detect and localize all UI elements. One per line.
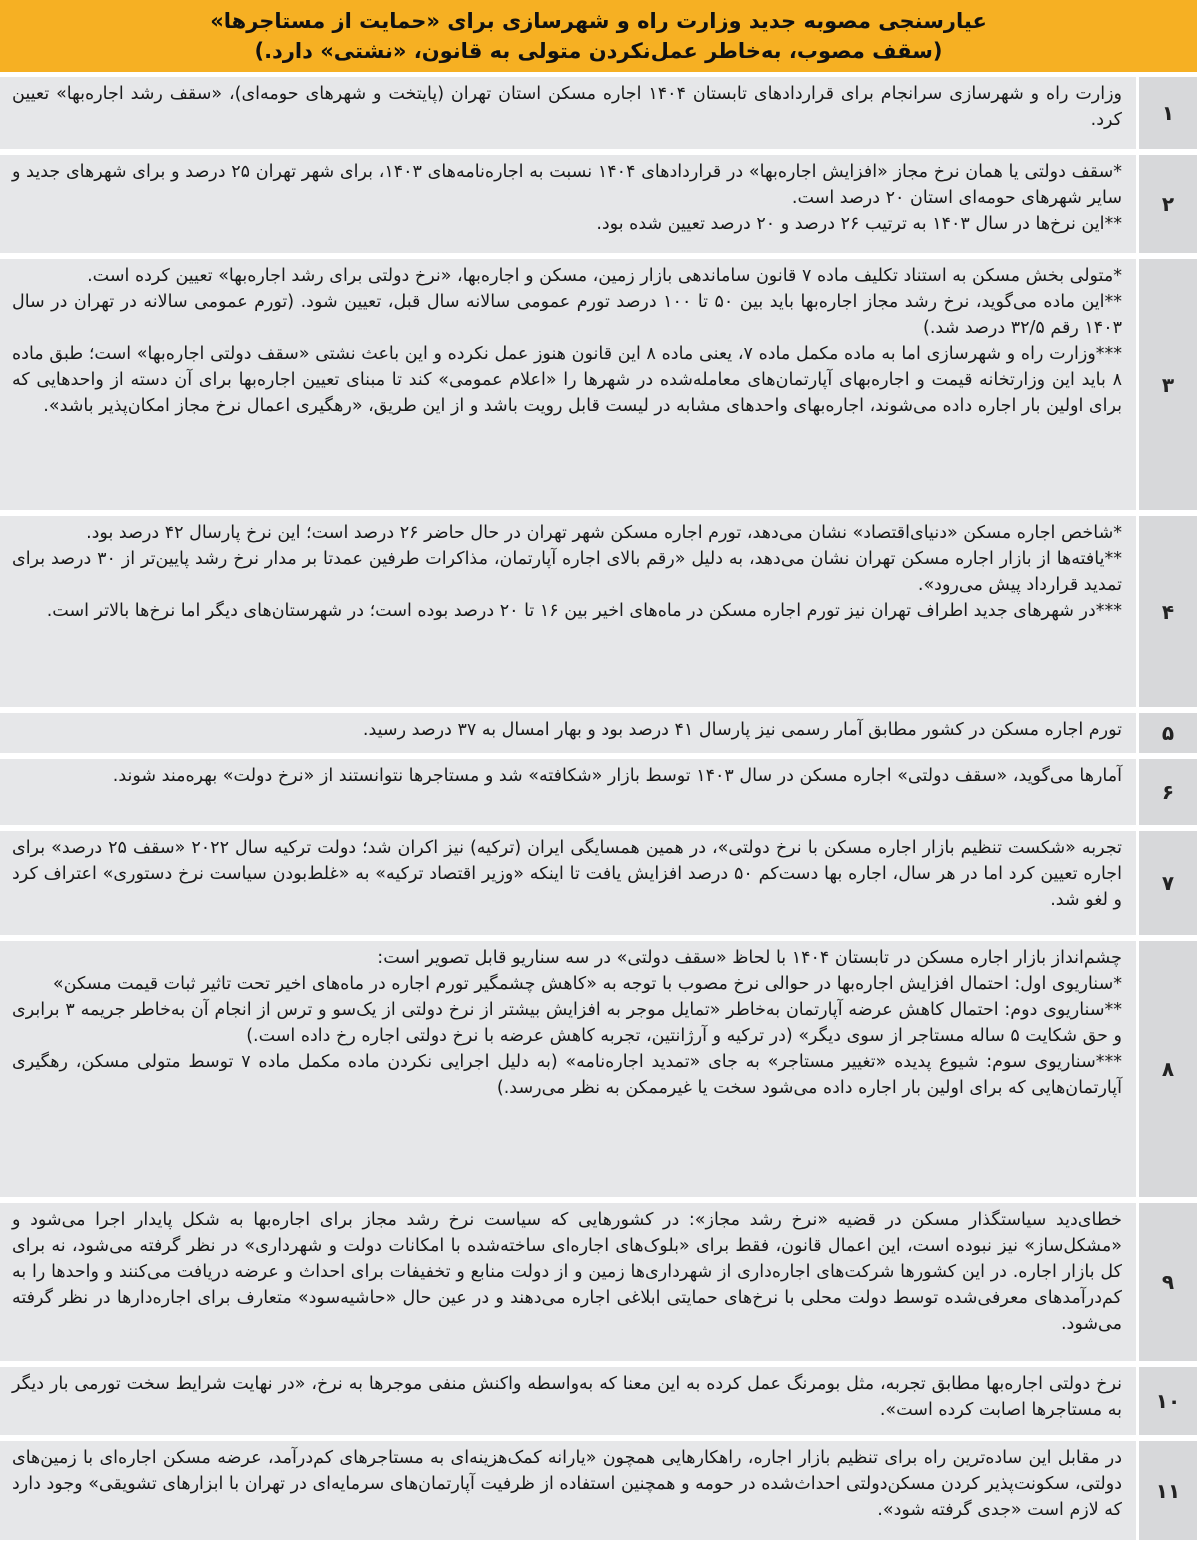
row-paragraph: خطای‌دید سیاستگذار مسکن در قضیه «نرخ رشد مجاز»: در کشورهایی که سیاست نرخ رشد مجاز برای اجاره‌بها به شکل پایدار اجرا می‌شود و «مشکل‌ساز» نیز نبوده است، این اعمال قانون، فقط برای «بلوک‌های اجاره‌ای ساخته‌شده با امکانات دولت و شهرداری» در نظر گرفته می‌شود، نه برای کل بازار اجاره. در این کشورها شرکت‌های اجاره‌داری از شهرداری‌ها زمین و از دولت منابع و تخفیفات برای احداث و عرضه دریافت می‌کنند و واحدها را به کم‌درآمدهای معرفی‌شده توسط دولت محلی با نرخ‌های حمایتی ابلاغی اجاره می‌دهند و در عین حال «حاشیه‌سود» متعارف برای اجاره‌دارها در نظر گرفته می‌شود. [12, 1210, 1122, 1334]
page-title [0, 0, 1197, 72]
row-text [0, 831, 1136, 935]
row-text [0, 259, 1136, 510]
row-number: ۴ [1139, 516, 1197, 707]
table-row [0, 713, 1197, 753]
row-text [0, 77, 1136, 149]
row-number: ۵ [1139, 713, 1197, 753]
row-paragraph: ***سناریوی سوم: شیوع پدیده «تغییر مستاجر» به جای «تمدید اجاره‌نامه» (به دلیل اجرایی نکردن ماده مکمل ماده ۷ توسط متولی مسکن، رهگیری آپارتمان‌هایی که برای اولین بار اجاره داده می‌شود سخت یا غیرممکن به نظر می‌رسد.) [12, 1052, 1122, 1098]
row-paragraph: ***در شهرهای جدید اطراف تهران نیز تورم اجاره مسکن در ماه‌های اخیر بین ۱۶ تا ۲۰ درصد بوده است؛ در شهرستان‌های دیگر اما نرخ‌ها بالاتر است. [46, 601, 1122, 621]
row-text [0, 155, 1136, 253]
row-paragraph: **یافته‌ها از بازار اجاره مسکن تهران نشان می‌دهد، به دلیل «رقم بالای اجاره آپارتمان، مذاکرات طرفین عمدتا بر مدار نرخ رشد پایین‌تر از ۳۰ درصد برای تمدید قرارداد پیش می‌رود». [12, 549, 1122, 595]
title-line-1: عیارسنجی مصوبه جدید وزارت راه و شهرسازی برای «حمایت از مستاجرها» [210, 9, 987, 33]
row-number: ۷ [1139, 831, 1197, 935]
table-row [0, 831, 1197, 935]
row-text [0, 1367, 1136, 1435]
row-number: ۱ [1139, 77, 1197, 149]
row-paragraph: *سقف دولتی یا همان نرخ مجاز «افزایش اجاره‌بها» در قراردادهای ۱۴۰۴ نسبت به اجاره‌نامه‌های ۱۴۰۳، برای شهر تهران ۲۵ درصد و برای شهرهای جدید و سایر شهرهای حومه‌ای استان ۲۰ درصد است. [12, 162, 1122, 208]
row-paragraph: وزارت راه و شهرسازی سرانجام برای قراردادهای تابستان ۱۴۰۴ اجاره مسکن استان تهران (پایتخت و شهرهای حومه‌ای)، «سقف رشد اجاره‌بها» تعیین کرد. [12, 84, 1123, 130]
table-row [0, 941, 1197, 1197]
row-number: ۸ [1139, 941, 1197, 1197]
table-row [0, 155, 1197, 253]
row-paragraph: تورم اجاره مسکن در کشور مطابق آمار رسمی نیز پارسال ۴۱ درصد بود و بهار امسال به ۳۷ درصد رسید. [362, 720, 1122, 740]
row-number: ۱۰ [1139, 1367, 1197, 1435]
row-number: ۹ [1139, 1203, 1197, 1361]
row-paragraph: **سناریوی دوم: احتمال کاهش عرضه آپارتمان به‌خاطر «تمایل موجر به افزایش بیشتر از نرخ دولتی از یک‌سو و ترس از انجام آن به‌خاطر جریمه ۳ برابری و حق شکایت ۵ ساله مستاجر از سوی دیگر» (در ترکیه و آرژانتین، تجربه کاهش عرضه با نرخ دولتی اجاره رخ داده است.) [12, 1000, 1122, 1046]
table-row [0, 1367, 1197, 1435]
row-paragraph: **این ماده می‌گوید، نرخ رشد مجاز اجاره‌بها باید بین ۵۰ تا ۱۰۰ درصد تورم عمومی سالانه سال قبل، تعیین شود. (تورم عمومی سالانه در تهران در سال ۱۴۰۳ رقم ۳۲/۵ درصد شد.) [12, 292, 1123, 338]
row-number: ۳ [1139, 259, 1197, 510]
row-paragraph: نرخ دولتی اجاره‌بها مطابق تجربه، مثل بومرنگ عمل کرده به این معنا که به‌واسطه واکنش منفی موجرها به نرخ، «در نهایت شرایط سخت تورمی بار دیگر به مستاجرها اصابت کرده است». [12, 1374, 1122, 1420]
row-paragraph: ***وزارت راه و شهرسازی اما به ماده مکمل ماده ۷، یعنی ماده ۸ این قانون هنوز عمل نکرده و این باعث نشتی «سقف دولتی اجاره‌بها» است؛ طبق ماده ۸ باید این وزارتخانه قیمت و اجاره‌بهای آپارتمان‌های معامله‌شده در شهرها را «اعلام عمومی» کند تا مبنای تعیین اجاره‌بها برای آن دسته از واحدهایی که برای اولین بار اجاره داده می‌شوند، اجاره‌بهای واحدهای مشابه در لیست قابل رویت باشد و از این طریق، «رهگیری اعمال نرخ مجاز امکان‌پذیر باشد». [12, 344, 1123, 416]
table-row [0, 259, 1197, 510]
title-line-2: (سقف مصوب، به‌خاطر عمل‌نکردن متولی به قانون، «نشتی» دارد.) [254, 39, 943, 63]
table-row [0, 77, 1197, 149]
row-text [0, 1441, 1136, 1540]
row-text [0, 1203, 1136, 1361]
row-paragraph: *شاخص اجاره مسکن «دنیای‌اقتصاد» نشان می‌دهد، تورم اجاره مسکن شهر تهران در حال حاضر ۲۶ درصد است؛ این نرخ پارسال ۴۲ درصد بود. [86, 523, 1122, 543]
row-text [0, 713, 1136, 753]
row-paragraph: چشم‌انداز بازار اجاره مسکن در تابستان ۱۴۰۴ با لحاظ «سقف دولتی» در سه سناریو قابل تصویر است: [377, 948, 1122, 968]
row-paragraph: *متولی بخش مسکن به استناد تکلیف ماده ۷ قانون ساماندهی بازار زمین، مسکن و اجاره‌بها، «نرخ دولتی برای رشد اجاره‌بها» تعیین کرده است. [87, 266, 1122, 286]
row-paragraph: *سناریوی اول: احتمال افزایش اجاره‌بها در حوالی نرخ مصوب با توجه به «کاهش چشمگیر تورم اجاره در ماه‌های اخیر تحت تاثیر ثبات قیمت مسکن» [52, 974, 1122, 994]
row-number: ۱۱ [1139, 1441, 1197, 1540]
row-paragraph: تجربه «شکست تنظیم بازار اجاره مسکن با نرخ دولتی»، در همین همسایگی ایران (ترکیه) نیز اکران شد؛ دولت ترکیه سال ۲۰۲۲ «سقف ۲۵ درصد» برای اجاره تعیین کرد اما در هر سال، اجاره بها دست‌کم ۵۰ درصد افزایش یافت تا اینکه «وزیر اقتصاد ترکیه» به «غلط‌بودن سیاست نرخ دستوری» اعتراف کرد و لغو شد. [12, 838, 1122, 910]
row-text [0, 516, 1136, 707]
row-number: ۶ [1139, 759, 1197, 825]
table-row [0, 759, 1197, 825]
row-paragraph: **این نرخ‌ها در سال ۱۴۰۳ به ترتیب ۲۶ درصد و ۲۰ درصد تعیین شده بود. [596, 214, 1122, 234]
row-text [0, 941, 1136, 1197]
table-row [0, 516, 1197, 707]
row-paragraph: آمارها می‌گوید، «سقف دولتی» اجاره مسکن در سال ۱۴۰۳ توسط بازار «شکافته» شد و مستاجرها نتوانستند از «نرخ دولت» بهره‌مند شوند. [112, 766, 1122, 786]
row-number: ۲ [1139, 155, 1197, 253]
table-row [0, 1203, 1197, 1361]
row-text [0, 759, 1136, 825]
table-row [0, 1441, 1197, 1540]
row-paragraph: در مقابل این ساده‌ترین راه برای تنظیم بازار اجاره، راهکارهایی همچون «یارانه کمک‌هزینه‌ای به مستاجرهای کم‌درآمد، عرضه مسکن اجاره‌ای با زمین‌های دولتی، سکونت‌پذیر کردن مسکن‌دولتی احداث‌شده در حومه و همچنین استفاده از ظرفیت آپارتمان‌های سرمایه‌ای در تهران با ابزارهای تشویقی» وجود دارد که لازم است «جدی گرفته شود». [12, 1448, 1122, 1520]
